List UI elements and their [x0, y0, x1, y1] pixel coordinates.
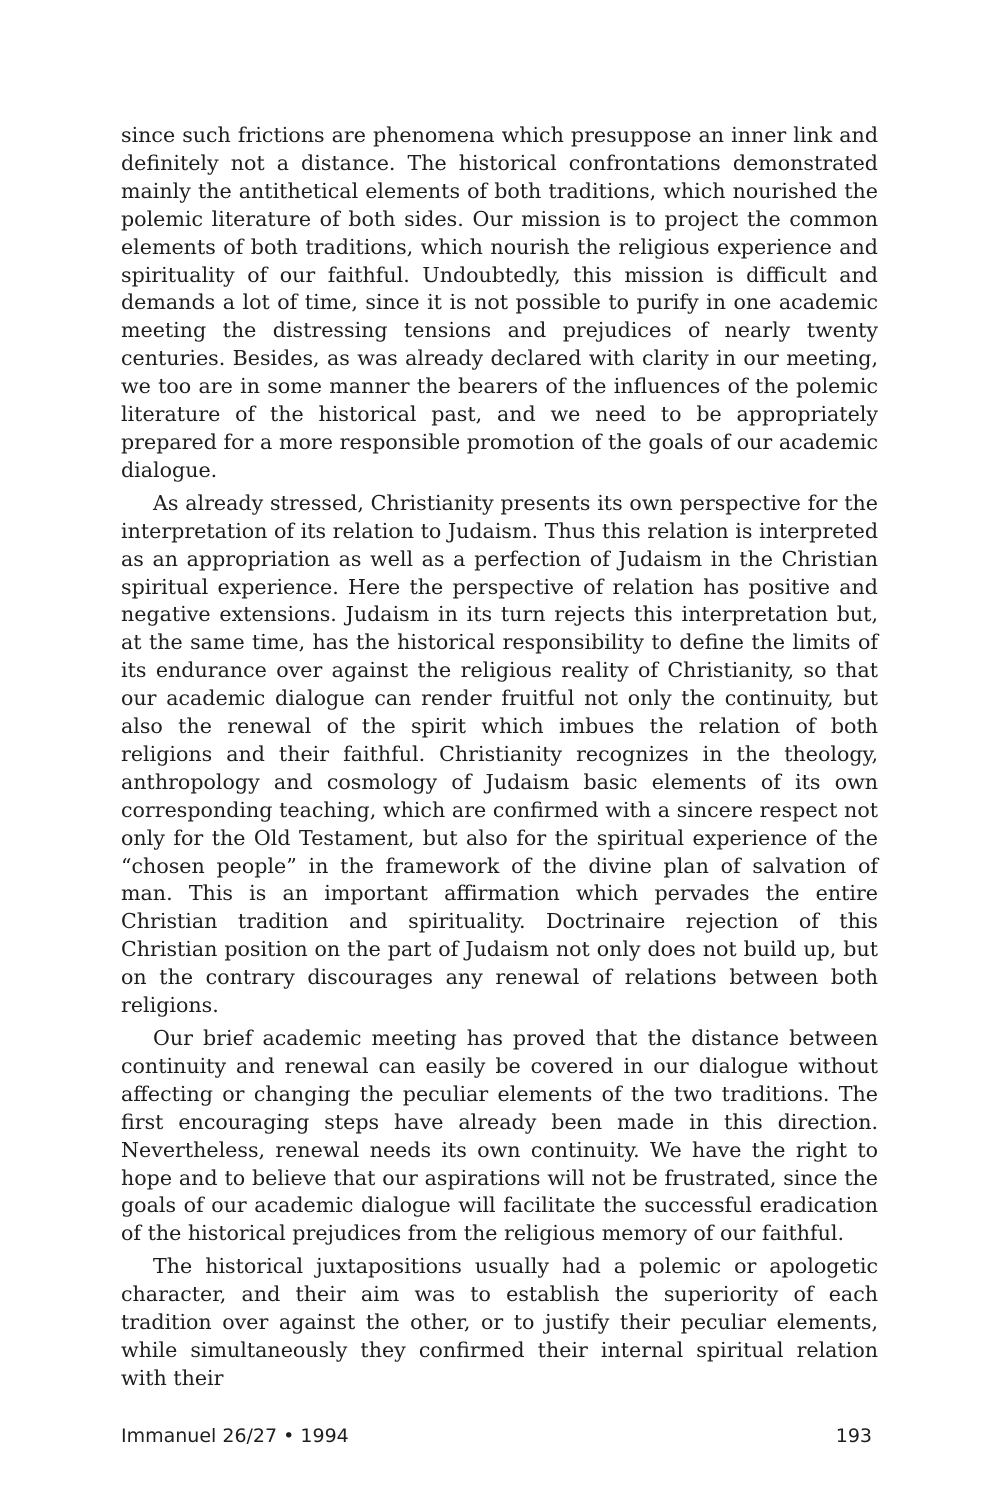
paragraph-2: As already stressed, Christianity presents its own perspective for the interpretation of its relation to Judaism. Thus this relation is interpreted as an appropriation as well as a perfection of Judaism in the Christian spiritual experience. Here the perspective of relation has positive and negative extensions. Judaism in its turn rejects this interpretation but, at the same time, has the historical responsibility to define the limits of its endurance over against the religious reality of Christianity, so that our academic dialogue can render fruitful not only the continuity, but also the renewal of the spirit which imbues the relation of both religions and their faithful. Christianity recognizes in the theology, anthropology and cosmology of Judaism basic elements of its own corresponding teaching, which are confirmed with a sincere respect not only for the Old Testament, but also for the spiritual experience of the “chosen people” in the framework of the divine plan of salvation of man. This is an important affirmation which pervades the entire Christian tradition and spirituality. Doctrinaire rejection of this Christian position on the part of Judaism not only does not build up, but on the contrary discourages any renewal of relations between both religions.: [121, 490, 878, 1018]
page-footer: [121, 1425, 872, 1455]
body-text: [121, 122, 878, 1398]
paragraph-4: The historical juxtapositions usually had a polemic or apologetic character, and their aim was to establish the superiority of each tradition over against the other, or to justify their peculiar elements, while simultaneously they confirmed their internal spiritual relation with their: [121, 1254, 878, 1390]
journal-citation: Immanuel 26/27 • 1994: [121, 1425, 349, 1447]
paragraph-1: since such frictions are phenomena which presuppose an inner link and definitely not a distance. The historical confrontations demonstrated mainly the antithetical elements of both traditions, which nourished the polemic literature of both sides. Our mission is to project the common elements of both traditions, which nourish the religious experience and spirituality of our faithful. Undoubtedly, this mission is difficult and demands a lot of time, since it is not possible to purify in one academic meeting the distressing tensions and prejudices of nearly twenty centuries. Besides, as was already declared with clarity in our meeting, we too are in some manner the bearers of the influences of the polemic literature of the historical past, and we need to be appropriately prepared for a more responsible promotion of the goals of our academic dialogue.: [121, 123, 878, 482]
page-number: 193: [835, 1425, 872, 1447]
paragraph-3: Our brief academic meeting has proved that the distance between continuity and renewal can easily be covered in our dialogue without affecting or changing the peculiar elements of the two traditions. The first encouraging steps have already been made in this direction. Nevertheless, renewal needs its own continuity. We have the right to hope and to believe that our aspirations will not be frustrated, since the goals of our academic dialogue will facilitate the successful eradication of the historical prejudices from the religious memory of our faithful.: [121, 1026, 878, 1246]
